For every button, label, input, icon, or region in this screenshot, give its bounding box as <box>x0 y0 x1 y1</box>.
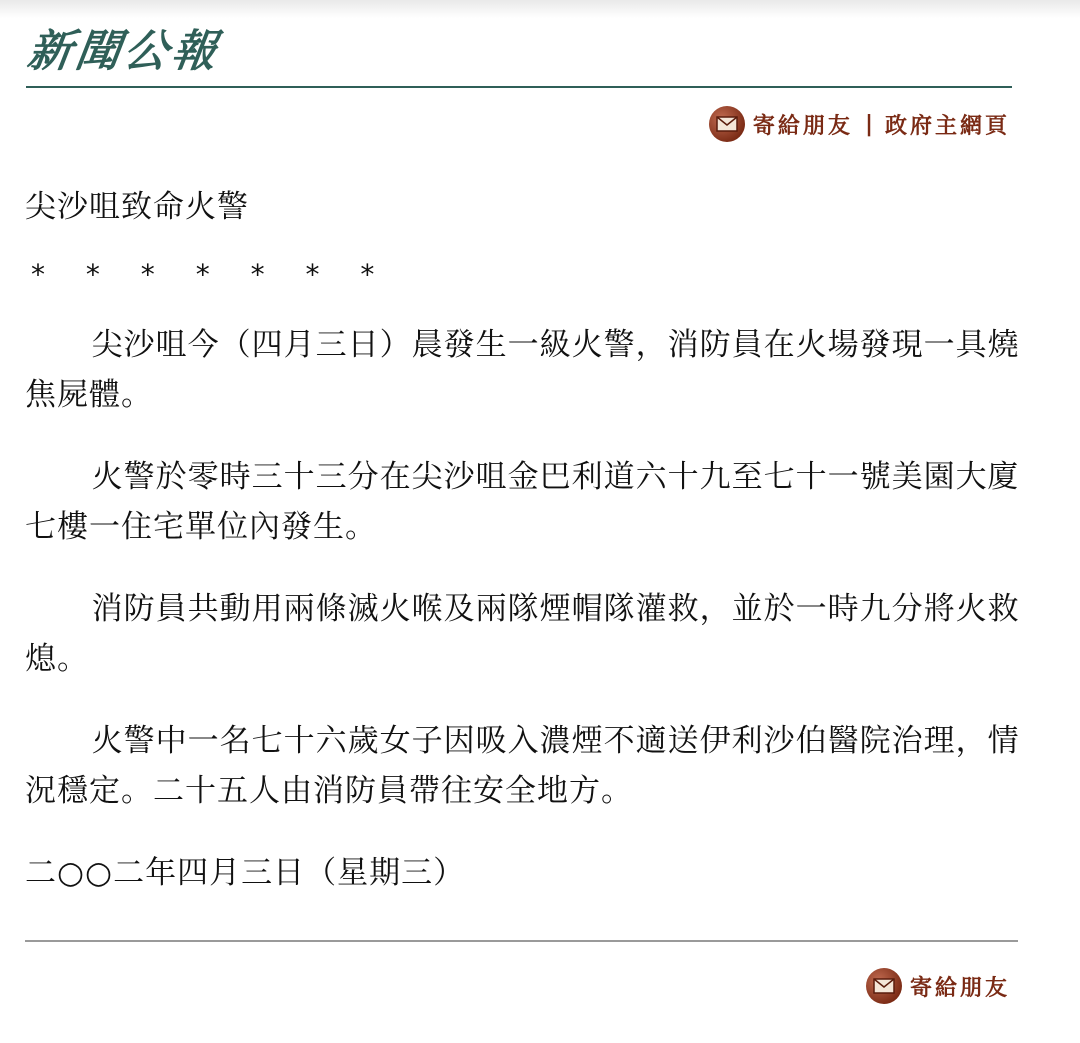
star-divider: * * * * * * * <box>31 258 391 291</box>
article-paragraph: 尖沙咀今（四月三日）晨發生一級火警，消防員在火場發現一具燒焦屍體。 <box>25 327 1020 413</box>
mail-envelope-icon[interactable] <box>866 968 902 1004</box>
link-separator: | <box>864 111 873 137</box>
send-to-friend-link-bottom[interactable]: 寄給朋友 <box>909 975 1010 1001</box>
browser-top-shade <box>0 0 1080 18</box>
article-body <box>25 182 1025 898</box>
article-paragraph: 火警於零時三十三分在尖沙咀金巴利道六十九至七十一號美園大廈七樓一住宅單位內發生。 <box>25 459 1020 545</box>
masthead <box>26 26 1012 88</box>
top-links <box>709 106 1010 142</box>
bottom-links <box>866 968 1010 1004</box>
footer-divider <box>25 940 1018 942</box>
article-paragraph: 消防員共動用兩條滅火喉及兩隊煙帽隊灌救，並於一時九分將火救熄。 <box>25 591 1020 677</box>
mail-envelope-icon[interactable] <box>709 106 745 142</box>
article-dateline: 二○○二年四月三日（星期三） <box>25 855 466 891</box>
gov-homepage-link[interactable]: 政府主網頁 <box>884 113 1010 139</box>
article-headline: 尖沙咀致命火警 <box>25 189 249 225</box>
send-to-friend-link[interactable]: 寄給朋友 <box>752 113 853 139</box>
masthead-title: 新聞公報 <box>24 26 224 77</box>
article-paragraph: 火警中一名七十六歲女子因吸入濃煙不適送伊利沙伯醫院治理，情況穩定。二十五人由消防員帶往安全地方。 <box>25 723 1020 809</box>
